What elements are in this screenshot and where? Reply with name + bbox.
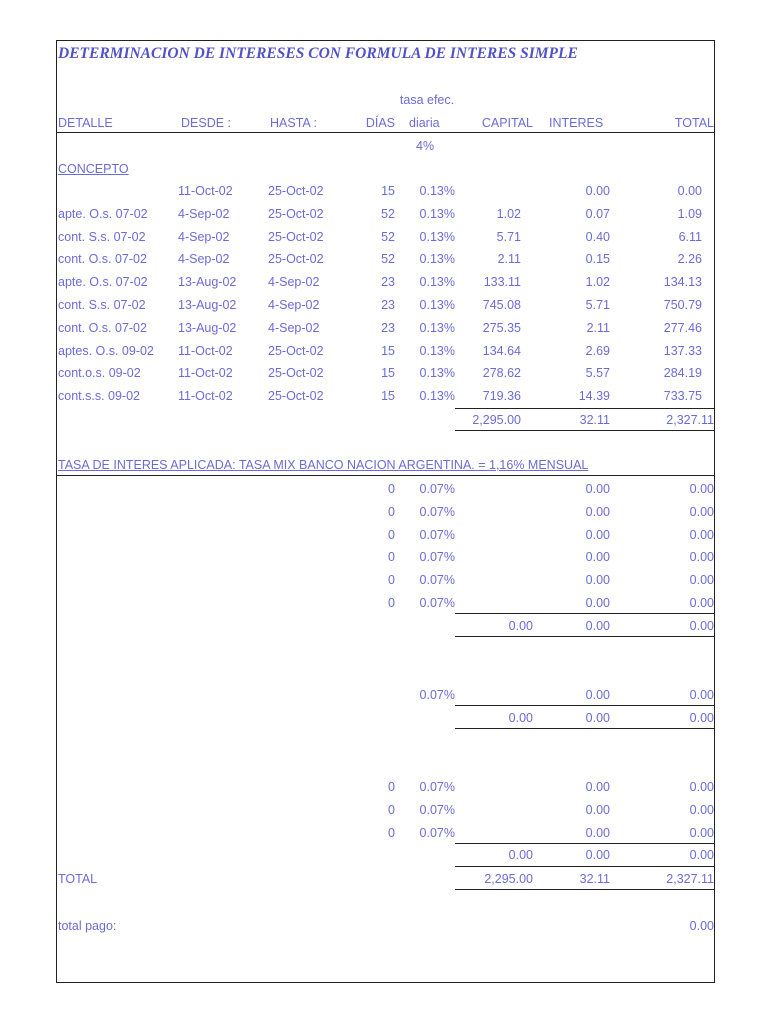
total-pago-value: 0.00 (689, 919, 714, 933)
section2-subtotal-bottom-rule (455, 636, 715, 637)
section4-subtotal-interes: 0.00 (585, 848, 610, 862)
row-total: 0.00 (689, 504, 714, 519)
row-dias: 52 (381, 252, 395, 267)
row-total: 0.00 (689, 573, 714, 588)
row-dias: 52 (381, 229, 395, 244)
row-capital: 719.36 (482, 389, 521, 404)
row-total: 0.00 (689, 825, 714, 840)
row-total: 6.11 (678, 229, 702, 244)
row-capital: 133.11 (483, 275, 521, 290)
row-total: 2.26 (677, 252, 702, 267)
row-interes: 0.00 (585, 825, 610, 840)
header-tasa-efec: tasa efec. (399, 93, 455, 107)
row-detalle: cont. S.s. 07-02 (58, 298, 146, 312)
section2-subtotal-capital: 0.00 (508, 619, 533, 633)
section1-total-interes: 32.11 (579, 413, 610, 427)
section3-interes: 0.00 (585, 688, 610, 702)
row-capital: 2.11 (497, 252, 521, 267)
row-interes: 5.71 (585, 298, 610, 312)
row-total: 134.13 (663, 275, 702, 290)
row-capital: 1.02 (496, 206, 521, 221)
grand-total-total: 2,327.11 (666, 872, 714, 886)
section3-subtotal-capital: 0.00 (508, 711, 533, 725)
concepto-label: CONCEPTO (58, 162, 129, 176)
row-desde: 13-Aug-02 (178, 275, 237, 290)
row-desde: 11-Oct-02 (178, 343, 233, 358)
row-detalle: cont. O.s. 07-02 (58, 252, 147, 267)
row-dias: 52 (381, 206, 395, 221)
section1-total-total: 2,327.11 (666, 413, 714, 427)
section3-total: 0.00 (689, 688, 714, 702)
row-interes: 14.39 (578, 389, 610, 404)
row-total: 0.00 (689, 527, 714, 542)
row-hasta: 4-Sep-02 (268, 298, 320, 312)
row-hasta: 25-Oct-02 (268, 389, 324, 404)
section3-subtotal-rule (455, 705, 715, 706)
row-interes: 0.00 (585, 802, 610, 817)
row-tasa: 0.13% (419, 298, 455, 312)
row-desde: 11-Oct-02 (178, 184, 233, 198)
row-total: 750.79 (663, 298, 702, 312)
grand-total-interes: 32.11 (579, 872, 610, 886)
row-interes: 0.00 (585, 550, 610, 565)
header-total: TOTAL (674, 116, 714, 130)
row-desde: 4-Sep-02 (178, 229, 230, 244)
row-interes: 1.02 (585, 275, 610, 290)
row-total: 284.19 (663, 366, 702, 381)
grand-total-capital: 2,295.00 (484, 872, 533, 886)
row-dias: 23 (381, 298, 395, 312)
row-tasa: 0.13% (419, 366, 455, 381)
header-detalle: DETALLE (58, 116, 113, 130)
row-tasa: 0.07% (419, 527, 455, 542)
section3-subtotal-interes: 0.00 (585, 711, 610, 725)
row-desde: 4-Sep-02 (178, 252, 230, 267)
row-tasa: 0.07% (419, 550, 455, 565)
header-desde: DESDE : (181, 116, 232, 130)
row-capital: 134.64 (482, 343, 521, 358)
row-capital: 278.62 (482, 366, 521, 381)
row-capital: 745.08 (482, 298, 521, 312)
row-total: 0.00 (689, 780, 714, 794)
header-interes: INTERES (549, 116, 604, 130)
row-dias: 15 (381, 184, 395, 198)
section1-total-bottom-rule (455, 430, 715, 431)
row-detalle: aptes. O.s. 09-02 (58, 343, 154, 358)
row-interes: 0.00 (585, 504, 610, 519)
section2-subtotal-interes: 0.00 (585, 619, 610, 633)
row-interes: 0.00 (585, 184, 610, 198)
page-title: DETERMINACION DE INTERESES CON FORMULA DE INTERES SIMPLE (58, 45, 578, 62)
section2-rule (56, 475, 715, 476)
row-dias: 0 (388, 482, 395, 496)
row-interes: 0.00 (585, 527, 610, 542)
row-total: 733.75 (663, 389, 702, 404)
row-tasa: 0.07% (419, 802, 455, 817)
row-tasa: 0.07% (419, 482, 455, 496)
row-interes: 2.69 (585, 343, 610, 358)
row-detalle: cont. O.s. 07-02 (58, 320, 147, 335)
row-dias: 0 (388, 504, 395, 519)
grand-total-label: TOTAL (58, 872, 98, 886)
row-interes: 0.40 (585, 229, 610, 244)
row-hasta: 25-Oct-02 (268, 366, 324, 381)
row-total: 137.33 (663, 343, 702, 358)
row-tasa: 0.13% (419, 275, 455, 290)
row-detalle: cont.o.s. 09-02 (58, 366, 141, 381)
row-tasa: 0.13% (419, 252, 455, 267)
row-detalle: apte. O.s. 07-02 (58, 206, 148, 221)
section3-subtotal-total: 0.00 (689, 711, 714, 725)
row-total: 0.00 (689, 550, 714, 565)
row-dias: 0 (388, 802, 395, 817)
row-desde: 11-Oct-02 (178, 389, 233, 404)
row-tasa: 0.13% (419, 389, 455, 404)
row-dias: 0 (388, 596, 395, 610)
grand-total-rule (455, 889, 715, 890)
row-hasta: 25-Oct-02 (268, 229, 324, 244)
row-desde: 13-Aug-02 (178, 320, 237, 335)
row-total: 1.09 (677, 206, 702, 221)
header-rule (56, 132, 715, 133)
row-dias: 0 (388, 780, 395, 794)
row-hasta: 4-Sep-02 (268, 320, 320, 335)
row-dias: 23 (381, 320, 395, 335)
row-interes: 0.00 (585, 573, 610, 588)
row-hasta: 25-Oct-02 (268, 343, 324, 358)
row-dias: 15 (381, 389, 395, 404)
row-dias: 0 (388, 550, 395, 565)
section3-subtotal-bottom-rule (455, 728, 715, 729)
section2-subtotal-total: 0.00 (689, 619, 714, 633)
section3-tasa: 0.07% (419, 688, 455, 702)
row-tasa: 0.07% (419, 825, 455, 840)
row-hasta: 25-Oct-02 (268, 206, 324, 221)
total-pago-label: total pago: (58, 919, 117, 933)
row-interes: 0.00 (585, 596, 610, 610)
row-total: 0.00 (689, 482, 714, 496)
row-detalle: cont.s.s. 09-02 (58, 389, 140, 404)
header-diaria: diaria (409, 116, 440, 130)
row-dias: 23 (381, 275, 395, 290)
row-interes: 0.15 (585, 252, 610, 267)
row-capital: 5.71 (496, 229, 521, 244)
row-tasa: 0.13% (419, 320, 455, 335)
row-capital: 275.35 (482, 320, 521, 335)
row-dias: 0 (388, 573, 395, 588)
row-total: 277.46 (663, 320, 702, 335)
section1-total-capital: 2,295.00 (472, 413, 521, 427)
row-interes: 0.07 (585, 206, 610, 221)
row-dias: 15 (381, 366, 395, 381)
row-tasa: 0.13% (419, 206, 455, 221)
section4-subtotal-capital: 0.00 (508, 848, 533, 862)
row-desde: 4-Sep-02 (178, 206, 230, 221)
section4-subtotal-rule (455, 843, 715, 844)
rate-top: 4% (416, 139, 435, 153)
row-desde: 11-Oct-02 (178, 366, 233, 381)
header-capital: CAPITAL (481, 116, 533, 130)
row-dias: 0 (388, 527, 395, 542)
section4-subtotal-total: 0.00 (689, 848, 714, 862)
row-tasa: 0.07% (419, 780, 455, 794)
row-detalle: apte. O.s. 07-02 (58, 275, 148, 290)
row-interes: 2.11 (586, 320, 610, 335)
row-hasta: 4-Sep-02 (268, 275, 320, 290)
row-detalle: cont. S.s. 07-02 (58, 229, 146, 244)
row-tasa: 0.07% (419, 504, 455, 519)
header-hasta: HASTA : (270, 116, 318, 130)
row-total: 0.00 (689, 596, 714, 610)
row-dias: 15 (381, 343, 395, 358)
row-hasta: 25-Oct-02 (268, 184, 324, 198)
row-dias: 0 (388, 825, 395, 840)
row-interes: 0.00 (585, 482, 610, 496)
row-tasa: 0.07% (419, 573, 455, 588)
section1-total-rule (455, 408, 715, 409)
row-hasta: 25-Oct-02 (268, 252, 324, 267)
row-total: 0.00 (677, 184, 702, 198)
row-total: 0.00 (689, 802, 714, 817)
section4-subtotal-bottom-rule (455, 866, 715, 867)
row-tasa: 0.13% (419, 184, 455, 198)
row-tasa: 0.07% (419, 596, 455, 610)
row-interes: 0.00 (585, 780, 610, 794)
row-desde: 13-Aug-02 (178, 298, 237, 312)
section2-subtotal-rule (455, 613, 715, 614)
row-interes: 5.57 (585, 366, 610, 381)
row-tasa: 0.13% (419, 229, 455, 244)
row-tasa: 0.13% (419, 343, 455, 358)
header-dias: DÍAS (365, 116, 395, 130)
section2-title: TASA DE INTERES APLICADA: TASA MIX BANCO NACION ARGENTINA. = 1,16% MENSUAL (58, 458, 589, 472)
